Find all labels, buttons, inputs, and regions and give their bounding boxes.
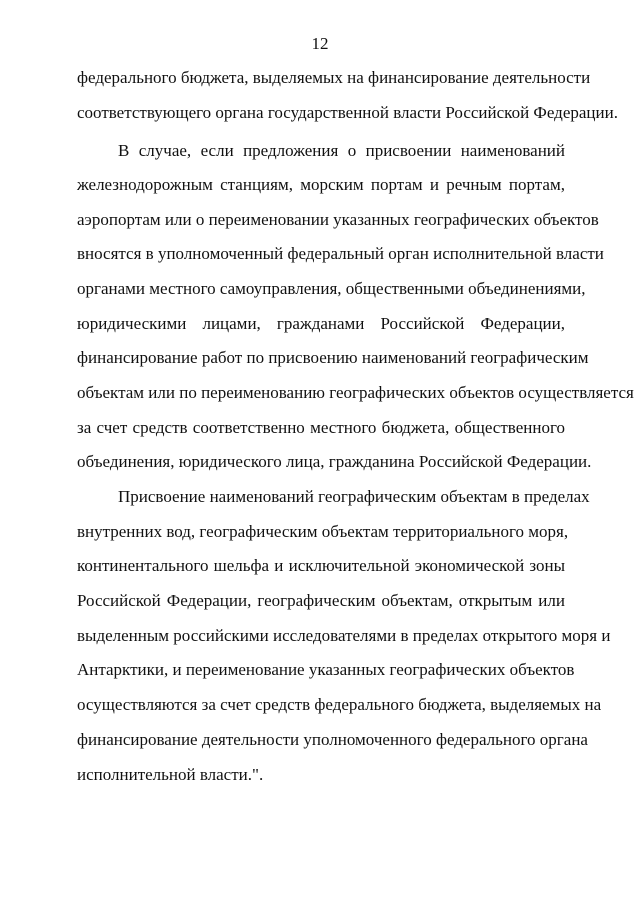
text-line: осуществляются за счет средств федерального бюджета, выделяемых на bbox=[77, 695, 602, 714]
paragraph-first-line: Присвоение наименований географическим объектам в пределах bbox=[118, 487, 590, 506]
text-line: Российской Федерации, географическим объектам, открытым или bbox=[77, 591, 565, 610]
text-line: за счет средств соответственно местного бюджета, общественного bbox=[77, 418, 565, 437]
text-line: континентального шельфа и исключительной экономической зоны bbox=[77, 556, 565, 575]
text-line: выделенным российскими исследователями в пределах открытого моря и bbox=[77, 626, 611, 645]
text-line: финансирование деятельности уполномоченного федерального органа bbox=[77, 730, 588, 749]
text-line: федерального бюджета, выделяемых на финансирование деятельности bbox=[77, 68, 591, 87]
text-line: Антарктики, и переименование указанных географических объектов bbox=[77, 660, 575, 679]
text-line: железнодорожным станциям, морским портам и речным портам, bbox=[77, 175, 565, 194]
text-line: юридическими лицами, гражданами Российской Федерации, bbox=[77, 314, 565, 333]
page-number: 12 bbox=[311, 34, 329, 53]
text-line: объединения, юридического лица, гражданина Российской Федерации. bbox=[77, 452, 592, 471]
text-line: финансирование работ по присвоению наименований географическим bbox=[77, 348, 589, 367]
text-line: соответствующего органа государственной власти Российской Федерации. bbox=[77, 103, 618, 122]
text-line: органами местного самоуправления, общественными объединениями, bbox=[77, 279, 586, 298]
text-line: аэропортам или о переименовании указанных географических объектов bbox=[77, 210, 599, 229]
text-line: внутренних вод, географическим объектам территориального моря, bbox=[77, 522, 569, 541]
text-line: вносятся в уполномоченный федеральный орган исполнительной власти bbox=[77, 244, 604, 263]
paragraph-first-line: В случае, если предложения о присвоении наименований bbox=[118, 141, 565, 160]
text-line: исполнительной власти.". bbox=[77, 765, 264, 784]
text-line: объектам или по переименованию географических объектов осуществляется bbox=[77, 383, 634, 402]
